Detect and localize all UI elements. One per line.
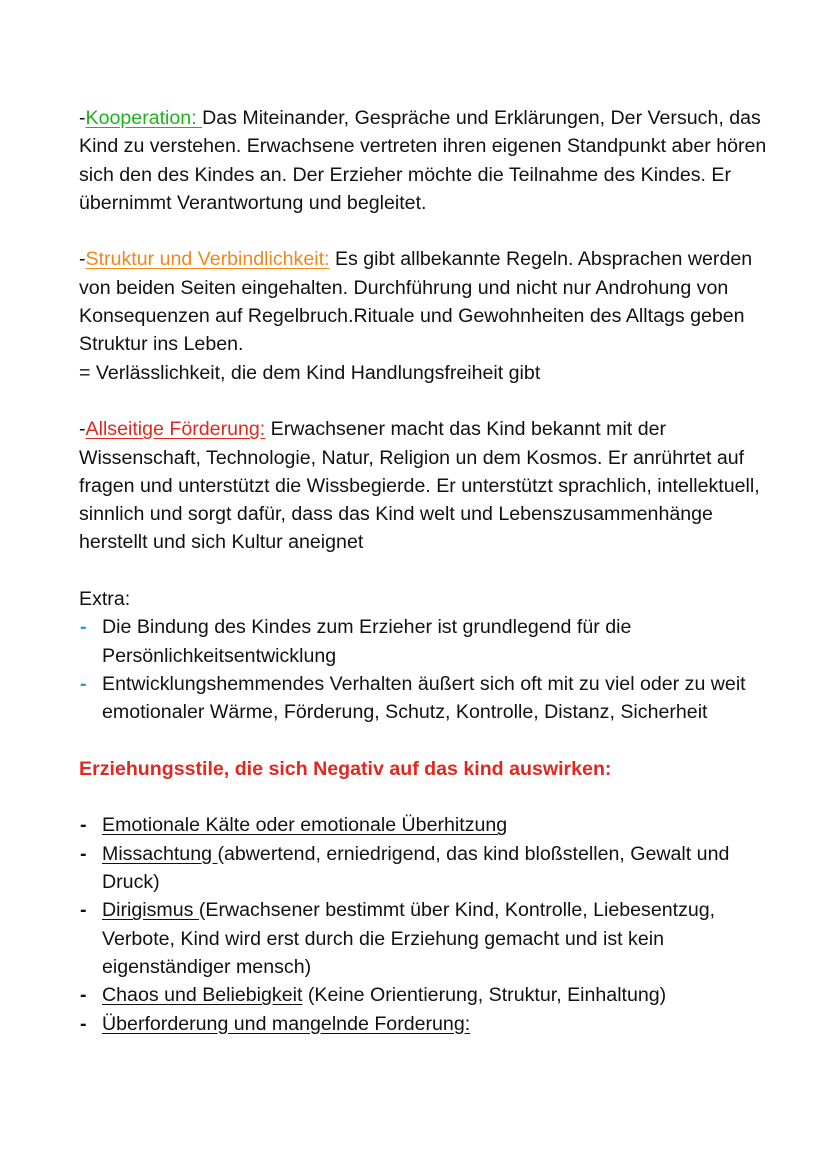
- negative-item-term: Emotionale Kälte oder emotionale Überhitzung: [102, 814, 508, 837]
- negative-styles-heading: Erziehungsstile, die sich Negativ auf das kind auswirken:: [79, 757, 612, 780]
- extra-list-item: [79, 613, 769, 670]
- negative-bullet: -: [80, 1012, 87, 1035]
- negative-item-term: Dirigismus: [102, 899, 199, 922]
- negative-item-term: Überforderung und mangelnde Forderung:: [102, 1012, 471, 1035]
- struktur-summary: = Verlässlichkeit, die dem Kind Handlungsfreiheit gibt: [79, 361, 541, 384]
- negative-styles-list: [79, 811, 769, 1037]
- struktur-text: Es gibt allbekannte Regeln. Absprachen werden von beiden Seiten eingehalten. Durchführung und nicht nur Androhung von Konsequenzen auf Regelbruch.Rituale und Gewohnheiten des Alltags geben Struktur ins Leben.: [79, 248, 753, 356]
- extra-bullet: -: [80, 672, 87, 695]
- spacer: [79, 217, 769, 245]
- negative-item-text: (abwertend, erniedrigend, das kind bloßstellen, Gewalt und Druck): [102, 842, 730, 894]
- negative-list-item: [79, 840, 769, 897]
- extra-item-text: Entwicklungshemmendes Verhalten äußert sich oft mit zu viel oder zu weit emotionaler Wärme, Förderung, Schutz, Kontrolle, Distanz, Sicherheit: [102, 672, 746, 724]
- negative-item-text: (Keine Orientierung, Struktur, Einhaltung): [302, 984, 667, 1007]
- spacer: [79, 783, 769, 811]
- spacer: [79, 387, 769, 415]
- negative-item-term: Missachtung: [102, 842, 218, 865]
- kooperation-text: Das Miteinander, Gespräche und Erklärungen, Der Versuch, das Kind zu verstehen. Erwachsene vertreten ihren eigenen Standpunkt aber hören sich den des Kindes an. Der Erzieher möchte die Teilnahme des Kindes. Er übernimmt Verantwortung und begleitet.: [79, 107, 767, 214]
- negative-list-item: [79, 811, 769, 839]
- struktur-paragraph: [79, 245, 769, 386]
- foerderung-text: Erwachsener macht das Kind bekannt mit der Wissenschaft, Technologie, Natur, Religion un dem Kosmos. Er anrührtet auf fragen und unterstützt die Wissbegierde. Er unterstützt sprachlich, intellektuell, sinnlich und sorgt dafür, dass das Kind welt und Lebenszusammenhänge herstellt und sich Kultur aneignet: [79, 418, 760, 554]
- extra-bullet: -: [80, 616, 87, 639]
- extra-list-item: [79, 670, 769, 727]
- negative-bullet: -: [80, 984, 87, 1007]
- kooperation-paragraph: [79, 104, 769, 217]
- negative-item-term: Chaos und Beliebigkeit: [102, 984, 303, 1007]
- extra-list: [79, 613, 769, 726]
- struktur-prefix: -: [79, 248, 86, 271]
- negative-list-item: [79, 1010, 769, 1038]
- spacer: [79, 727, 769, 755]
- negative-bullet: -: [80, 842, 87, 865]
- kooperation-term: Kooperation:: [85, 107, 203, 129]
- foerderung-paragraph: [79, 415, 769, 556]
- negative-list-item: [79, 981, 769, 1009]
- negative-list-item: [79, 896, 769, 981]
- kooperation-prefix: -: [79, 107, 86, 129]
- foerderung-prefix: -: [79, 418, 86, 441]
- extra-label: Extra:: [79, 588, 131, 611]
- extra-item-text: Die Bindung des Kindes zum Erzieher ist grundlegend für die Persönlichkeitsentwicklung: [102, 616, 632, 667]
- struktur-term: Struktur und Verbindlichkeit:: [85, 248, 330, 271]
- foerderung-term: Allseitige Förderung:: [85, 418, 266, 441]
- negative-item-text: (Erwachsener bestimmt über Kind, Kontrolle, Liebesentzug, Verbote, Kind wird erst durch die Erziehung gemacht und ist kein eigenständiger mensch): [102, 899, 716, 978]
- spacer: [79, 557, 769, 585]
- negative-bullet: -: [80, 899, 87, 922]
- negative-bullet: -: [80, 814, 87, 837]
- document-body: [79, 104, 769, 1038]
